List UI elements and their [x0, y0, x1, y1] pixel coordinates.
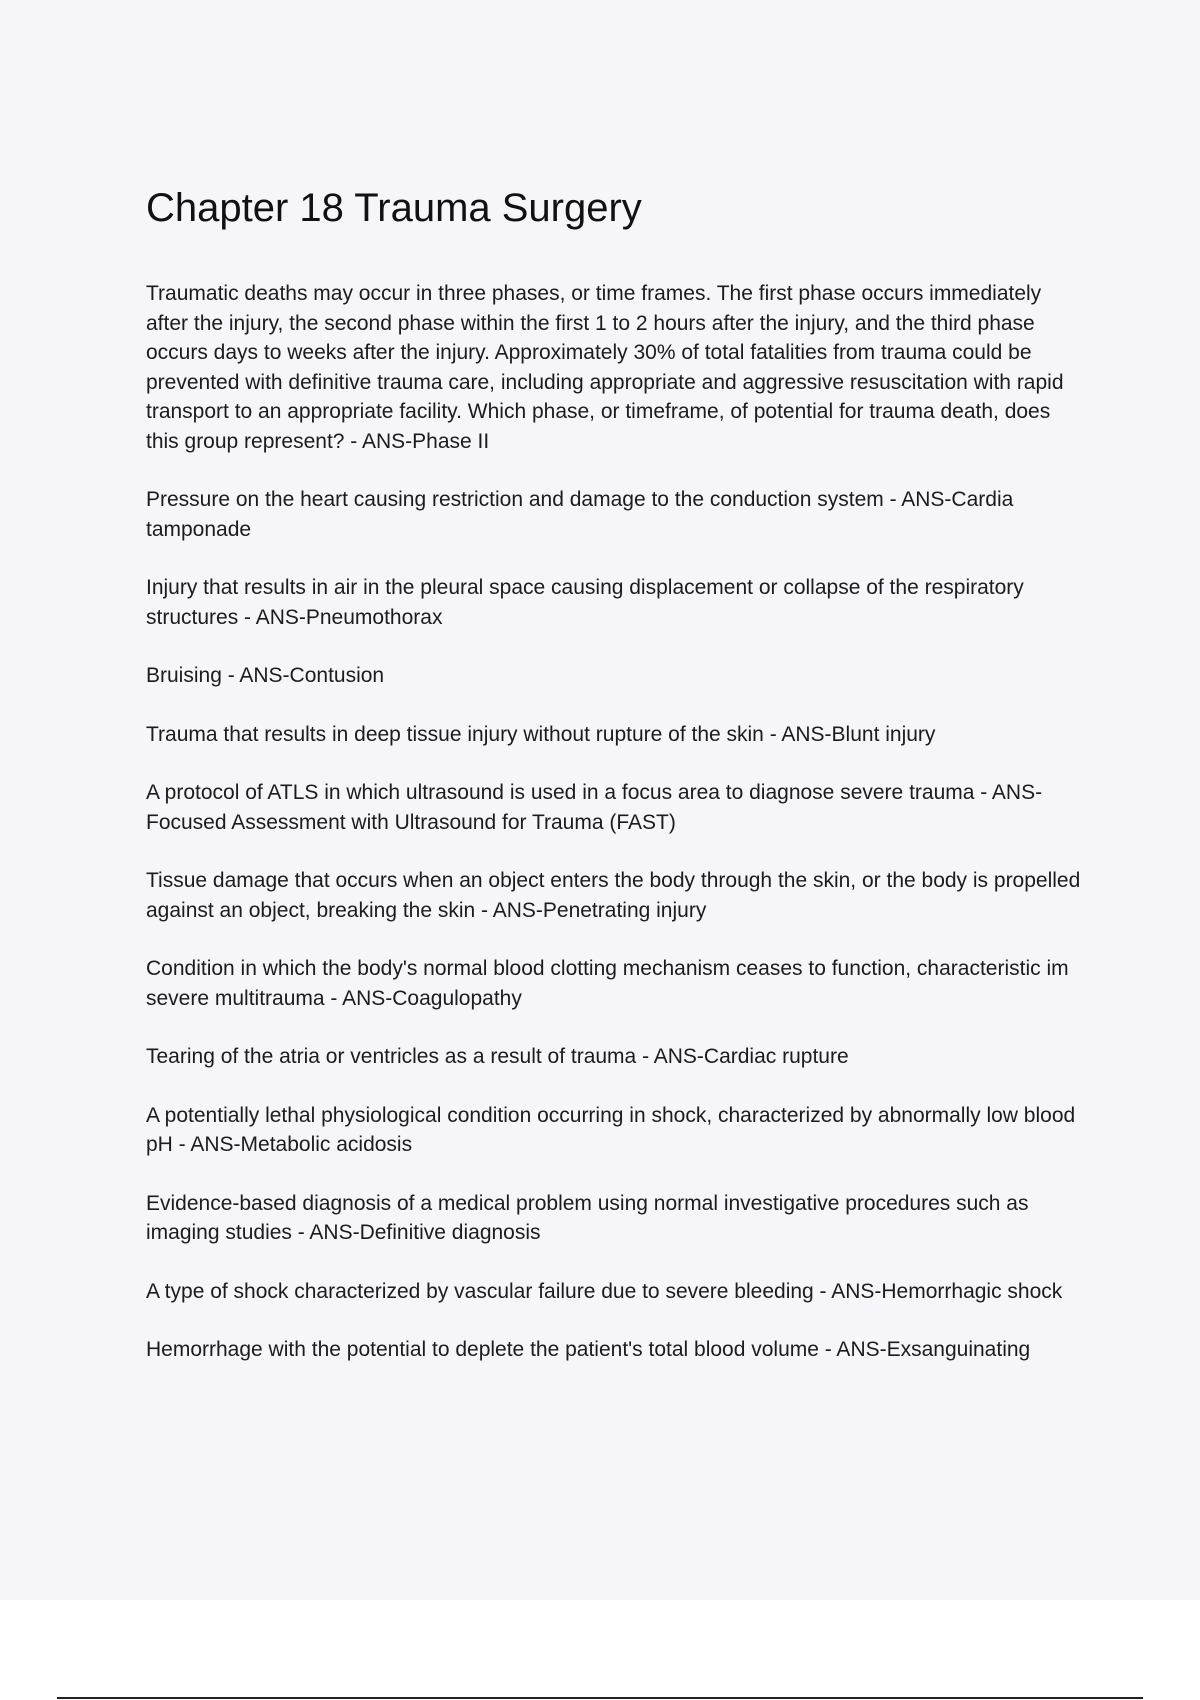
- qa-item: Traumatic deaths may occur in three phases, or time frames. The first phase occurs immediately after the injury, the second phase within the first 1 to 2 hours after the injury, and the third phase occurs days to weeks after the injury. Approximately 30% of total fatalities from trauma could be prevented with definitive trauma care, including appropriate and aggressive resuscitation with rapid transport to an appropriate facility. Which phase, or timeframe, of potential for trauma death, does this group represent? - ANS-Phase II: [146, 282, 1064, 453]
- qa-item: Hemorrhage with the potential to deplete the patient's total blood volume - ANS-Exsanguinating: [146, 1338, 1031, 1361]
- page-title: Chapter 18 Trauma Surgery: [146, 186, 642, 230]
- qa-item: Tearing of the atria or ventricles as a result of trauma - ANS-Cardiac rupture: [146, 1045, 849, 1068]
- qa-item: A protocol of ATLS in which ultrasound is used in a focus area to diagnose severe trauma - ANS-Focused Assessment with Ultrasound for Trauma (FAST): [146, 781, 1043, 834]
- qa-item: Evidence-based diagnosis of a medical problem using normal investigative procedures such as imaging studies - ANS-Definitive diagnosis: [146, 1191, 1029, 1244]
- qa-list: [146, 279, 1086, 1394]
- page-divider: [57, 1697, 1143, 1699]
- qa-item: A potentially lethal physiological condition occurring in shock, characterized by abnormally low blood pH - ANS-Metabolic acidosis: [146, 1103, 1076, 1156]
- qa-item: Tissue damage that occurs when an object enters the body through the skin, or the body is propelled against an object, breaking the skin - ANS-Penetrating injury: [146, 869, 1081, 922]
- qa-item: Condition in which the body's normal blood clotting mechanism ceases to function, characteristic im severe multitrauma - ANS-Coagulopathy: [146, 957, 1069, 1010]
- qa-item: Injury that results in air in the pleural space causing displacement or collapse of the respiratory structures - ANS-Pneumothorax: [146, 576, 1024, 629]
- qa-item: A type of shock characterized by vascular failure due to severe bleeding - ANS-Hemorrhagic shock: [146, 1279, 1063, 1303]
- qa-item: Bruising - ANS-Contusion: [146, 664, 385, 687]
- qa-item: Pressure on the heart causing restriction and damage to the conduction system - ANS-Cardia tamponade: [146, 488, 1014, 541]
- qa-item: Trauma that results in deep tissue injury without rupture of the skin - ANS-Blunt injury: [146, 722, 936, 746]
